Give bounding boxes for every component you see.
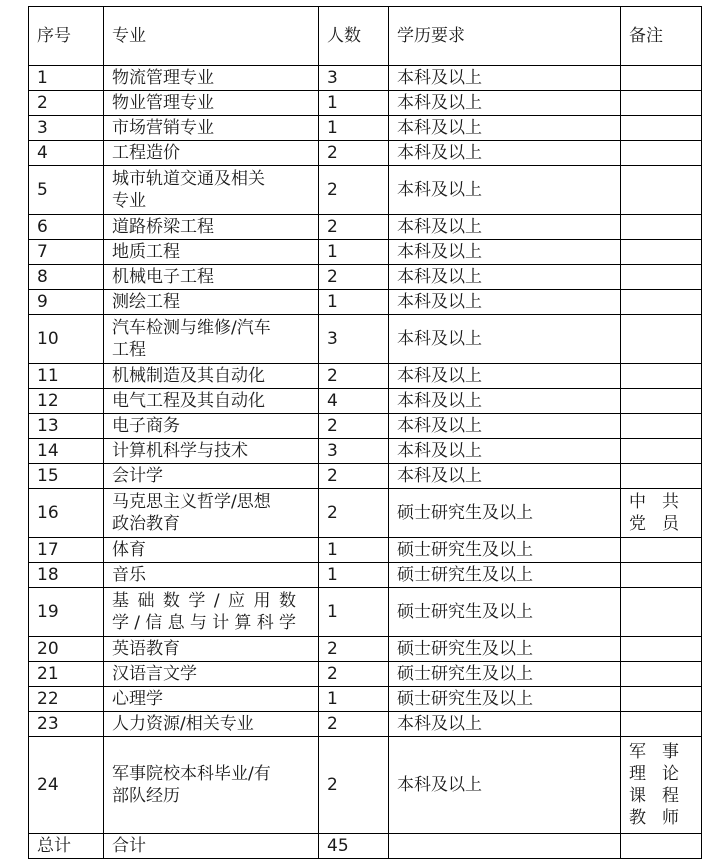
major-cell [104,588,319,637]
major-cell-line: 人力资源/相关专业 [112,714,254,734]
row-number: 1 [29,66,104,91]
total-row [29,834,702,859]
row-number: 8 [29,265,104,290]
row-number: 4 [29,141,104,166]
major-cell-line: 机械电子工程 [112,267,214,287]
education-cell: 本科及以上 [389,389,621,414]
major-cell-line: 汉语言文学 [112,664,197,684]
major-cell-line: 市场营销专业 [112,118,214,138]
note-cell [621,464,702,489]
note-cell [621,215,702,240]
major-cell [104,315,319,364]
major-cell-line: 体育 [112,540,146,560]
major-cell [104,215,319,240]
note-cell-line: 教师 [629,808,679,828]
major-cell-line: 基础数学/应用数 [112,591,296,611]
note-cell [621,414,702,439]
major-cell-line: 城市轨道交通及相关 [112,169,265,189]
row-number: 16 [29,489,104,538]
education-cell: 硕士研究生及以上 [389,588,621,637]
count-cell: 1 [319,240,389,265]
major-cell [104,538,319,563]
education-cell: 硕士研究生及以上 [389,563,621,588]
education-cell: 本科及以上 [389,116,621,141]
major-cell-line: 电气工程及其自动化 [112,391,265,411]
recruitment-table [28,6,702,859]
header-education: 学历要求 [389,7,621,66]
note-cell [621,66,702,91]
count-cell: 1 [319,116,389,141]
major-cell [104,290,319,315]
table-row [29,166,702,215]
total-major: 合计 [104,834,319,859]
note-cell [621,290,702,315]
row-number: 3 [29,116,104,141]
education-cell: 本科及以上 [389,464,621,489]
count-cell: 3 [319,66,389,91]
row-number: 6 [29,215,104,240]
row-number: 10 [29,315,104,364]
total-count: 45 [319,834,389,859]
count-cell: 2 [319,489,389,538]
table-row [29,662,702,687]
header-major: 专业 [104,7,319,66]
major-cell-line: 工程造价 [112,143,180,163]
row-number: 17 [29,538,104,563]
major-cell [104,389,319,414]
table-body [29,7,702,859]
education-cell: 本科及以上 [389,265,621,290]
major-cell [104,66,319,91]
education-cell: 本科及以上 [389,315,621,364]
education-cell: 本科及以上 [389,290,621,315]
count-cell: 1 [319,687,389,712]
note-cell [621,116,702,141]
education-cell: 本科及以上 [389,91,621,116]
education-cell: 硕士研究生及以上 [389,662,621,687]
major-cell [104,141,319,166]
note-cell [621,588,702,637]
major-cell [104,637,319,662]
note-cell-line: 中共 [629,492,679,512]
major-cell-line: 心理学 [112,689,163,709]
table-row [29,538,702,563]
table-row [29,116,702,141]
table-row [29,91,702,116]
total-education [389,834,621,859]
note-cell [621,364,702,389]
major-cell-line: 学/信息与计算科学 [112,613,296,633]
row-number: 18 [29,563,104,588]
note-cell-line: 党员 [629,514,679,534]
note-cell [621,538,702,563]
count-cell: 1 [319,588,389,637]
major-cell-line: 马克思主义哲学/思想 [112,492,271,512]
education-cell: 硕士研究生及以上 [389,687,621,712]
major-cell-line: 道路桥梁工程 [112,217,214,237]
education-cell: 本科及以上 [389,737,621,834]
note-cell [621,737,702,834]
major-cell [104,414,319,439]
count-cell: 1 [319,91,389,116]
table-row [29,389,702,414]
count-cell: 1 [319,538,389,563]
table-row [29,290,702,315]
major-cell-line: 部队经历 [112,786,180,806]
row-number: 5 [29,166,104,215]
major-cell-line: 计算机科学与技术 [112,441,248,461]
header-no: 序号 [29,7,104,66]
row-number: 13 [29,414,104,439]
education-cell: 硕士研究生及以上 [389,538,621,563]
table-row [29,215,702,240]
total-note [621,834,702,859]
major-cell-line: 物流管理专业 [112,68,214,88]
major-cell [104,265,319,290]
note-cell [621,265,702,290]
row-number: 11 [29,364,104,389]
education-cell: 本科及以上 [389,712,621,737]
note-cell [621,240,702,265]
count-cell: 2 [319,712,389,737]
note-cell [621,563,702,588]
major-cell [104,91,319,116]
row-number: 23 [29,712,104,737]
education-cell: 硕士研究生及以上 [389,489,621,538]
header-count: 人数 [319,7,389,66]
row-number: 2 [29,91,104,116]
education-cell: 本科及以上 [389,414,621,439]
major-cell [104,166,319,215]
total-label: 总计 [29,834,104,859]
major-cell-line: 英语教育 [112,639,180,659]
table-row [29,439,702,464]
table-row [29,364,702,389]
table-row [29,563,702,588]
note-cell-line: 课程 [629,786,679,806]
major-cell-line: 汽车检测与维修/汽车 [112,318,271,338]
note-cell-line: 军事 [629,742,679,762]
count-cell: 2 [319,662,389,687]
major-cell-line: 地质工程 [112,242,180,262]
major-cell [104,464,319,489]
table-row [29,687,702,712]
table-row [29,66,702,91]
count-cell: 2 [319,265,389,290]
note-cell [621,389,702,414]
major-cell-line: 军事院校本科毕业/有 [112,764,271,784]
row-number: 20 [29,637,104,662]
education-cell: 本科及以上 [389,141,621,166]
row-number: 7 [29,240,104,265]
row-number: 22 [29,687,104,712]
count-cell: 4 [319,389,389,414]
count-cell: 2 [319,166,389,215]
row-number: 14 [29,439,104,464]
row-number: 12 [29,389,104,414]
major-cell-line: 音乐 [112,565,146,585]
table-row [29,737,702,834]
count-cell: 2 [319,464,389,489]
count-cell: 2 [319,364,389,389]
education-cell: 硕士研究生及以上 [389,637,621,662]
major-cell-line: 工程 [112,340,146,360]
row-number: 24 [29,737,104,834]
note-cell [621,315,702,364]
major-cell [104,489,319,538]
education-cell: 本科及以上 [389,215,621,240]
count-cell: 3 [319,439,389,464]
major-cell [104,364,319,389]
note-cell [621,439,702,464]
table-row [29,265,702,290]
major-cell-line: 机械制造及其自动化 [112,366,265,386]
row-number: 9 [29,290,104,315]
major-cell [104,737,319,834]
count-cell: 2 [319,414,389,439]
count-cell: 2 [319,215,389,240]
education-cell: 本科及以上 [389,240,621,265]
major-cell-line: 电子商务 [112,416,180,436]
note-cell [621,166,702,215]
note-cell [621,712,702,737]
table-row [29,588,702,637]
major-cell [104,687,319,712]
major-cell [104,662,319,687]
note-cell [621,687,702,712]
table-row [29,637,702,662]
count-cell: 3 [319,315,389,364]
education-cell: 本科及以上 [389,364,621,389]
note-cell [621,489,702,538]
table-row [29,414,702,439]
major-cell-line: 政治教育 [112,514,180,534]
major-cell-line: 会计学 [112,466,163,486]
major-cell [104,439,319,464]
note-cell [621,91,702,116]
note-cell-line: 理论 [629,764,679,784]
table-row [29,141,702,166]
count-cell: 2 [319,141,389,166]
count-cell: 1 [319,290,389,315]
major-cell [104,240,319,265]
note-cell [621,141,702,166]
table-row [29,315,702,364]
header-row [29,7,702,66]
major-cell-line: 物业管理专业 [112,93,214,113]
major-cell [104,712,319,737]
major-cell-line: 测绘工程 [112,292,180,312]
header-note: 备注 [621,7,702,66]
table-row [29,712,702,737]
major-cell [104,116,319,141]
major-cell [104,563,319,588]
table-row [29,489,702,538]
table-row [29,464,702,489]
education-cell: 本科及以上 [389,166,621,215]
row-number: 19 [29,588,104,637]
table-row [29,240,702,265]
count-cell: 1 [319,563,389,588]
education-cell: 本科及以上 [389,439,621,464]
row-number: 21 [29,662,104,687]
count-cell: 2 [319,637,389,662]
note-cell [621,637,702,662]
major-cell-line: 专业 [112,191,146,211]
education-cell: 本科及以上 [389,66,621,91]
note-cell [621,662,702,687]
row-number: 15 [29,464,104,489]
count-cell: 2 [319,737,389,834]
